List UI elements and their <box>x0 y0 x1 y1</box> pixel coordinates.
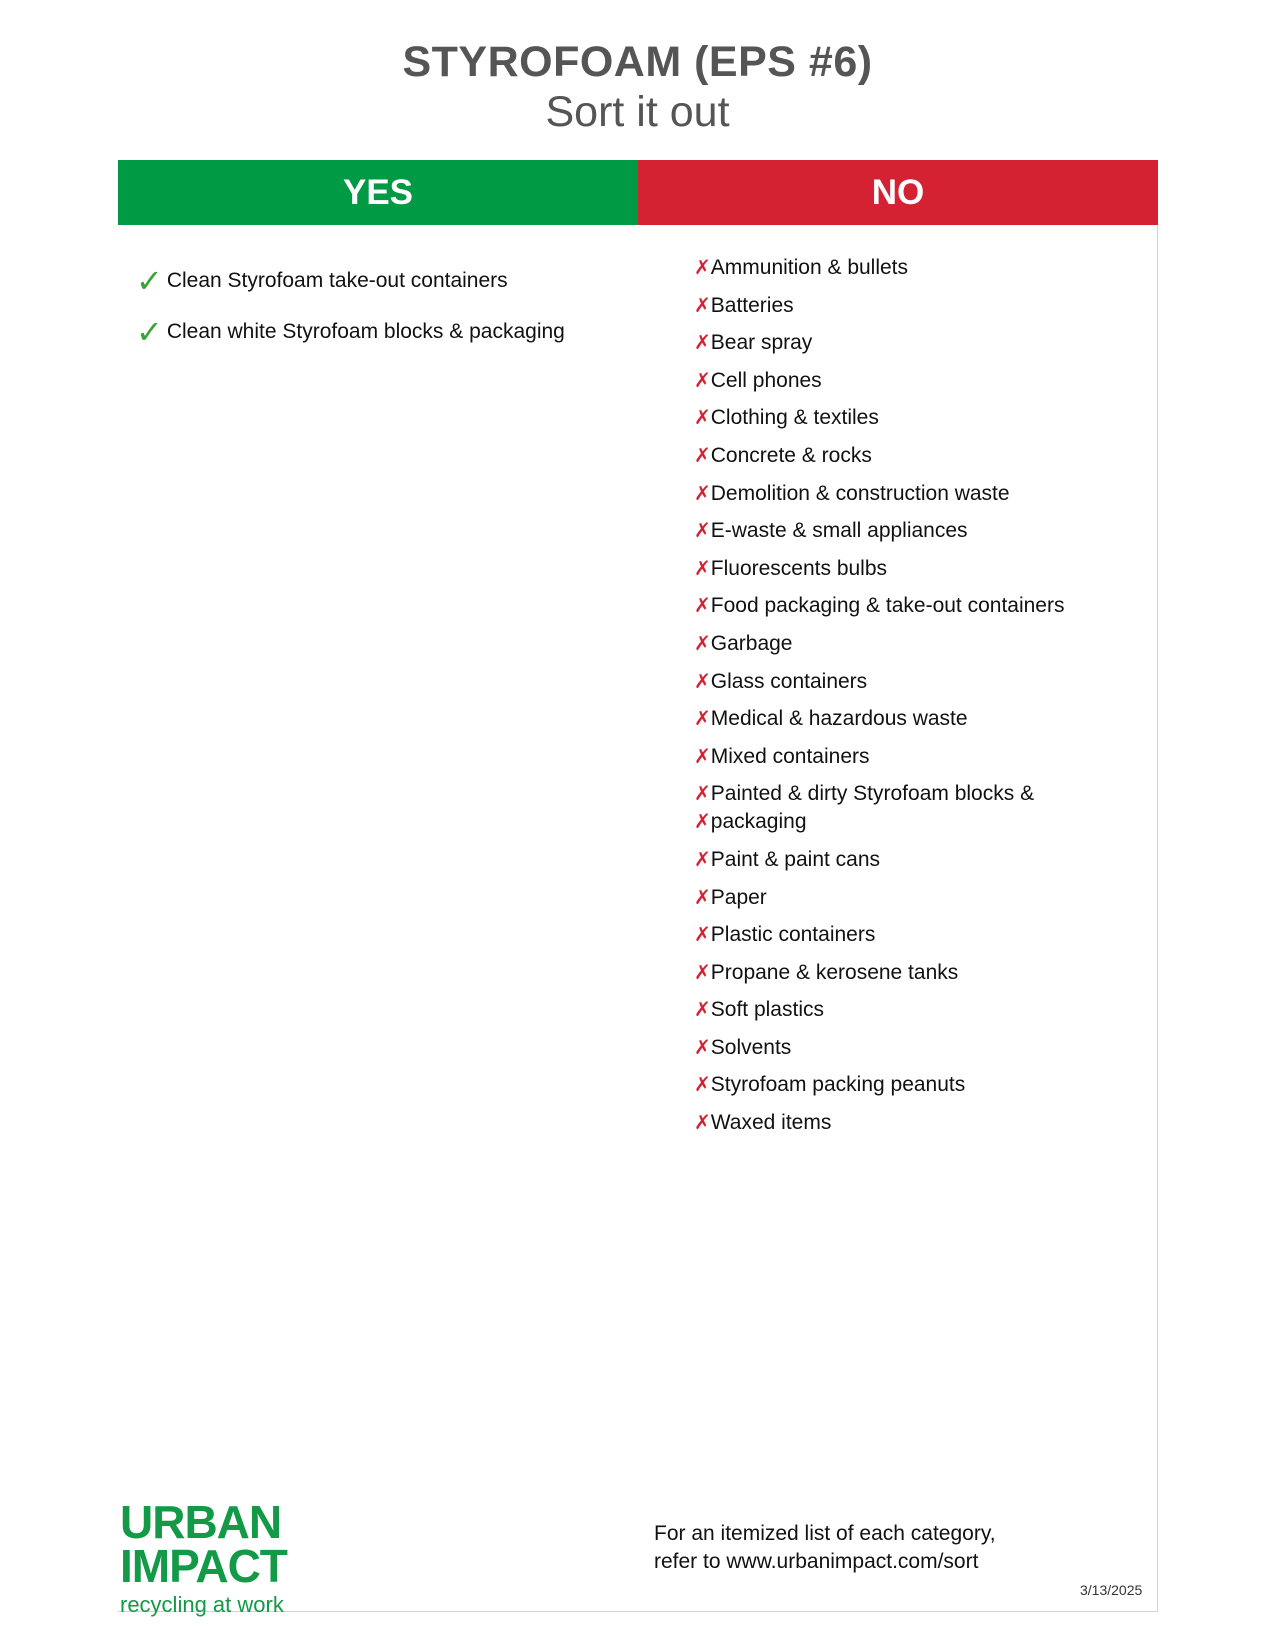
no-item-label: Plastic containers <box>710 923 876 947</box>
no-item-label: Ammunition & bullets <box>710 256 909 279</box>
no-item-line <box>694 1109 1144 1137</box>
no-item <box>694 668 1144 696</box>
no-item <box>694 292 1144 320</box>
yes-item-label: Clean Styrofoam take-out containers <box>166 268 508 292</box>
no-item-label: Bear spray <box>710 331 813 355</box>
x-mark-icon: ✗ <box>694 848 711 871</box>
no-item-label: Garbage <box>710 631 793 655</box>
logo-text-line1: URBAN <box>120 1496 282 1548</box>
x-mark-icon: ✗ <box>694 595 711 618</box>
no-item <box>694 1109 1144 1137</box>
no-item-label: Solvents <box>710 1035 792 1059</box>
no-item-label: Food packaging & take-out containers <box>710 594 1065 618</box>
no-column-header: NO <box>638 160 1158 225</box>
no-list <box>694 254 1144 1147</box>
no-item <box>694 254 1144 282</box>
no-item-label: packaging <box>710 810 807 834</box>
page-title: STYROFOAM (EPS #6) <box>402 38 873 86</box>
no-item-line <box>694 592 1144 620</box>
no-item-label: Soft plastics <box>710 998 824 1022</box>
x-mark-icon: ✗ <box>694 632 711 655</box>
no-item-label: Paint & paint cans <box>710 847 881 871</box>
x-mark-icon: ✗ <box>694 745 711 768</box>
no-item-line <box>694 254 1144 282</box>
no-item-label: Mixed containers <box>710 744 870 768</box>
no-item <box>694 1034 1144 1062</box>
footer-note-line: For an itemized list of each category, <box>654 1522 996 1545</box>
yes-item-label: Clean white Styrofoam blocks & packaging <box>166 319 565 343</box>
no-item-line <box>694 996 1144 1024</box>
x-mark-icon: ✗ <box>694 444 711 467</box>
no-item-line <box>694 517 1144 545</box>
x-mark-icon: ✗ <box>694 557 711 580</box>
x-mark-icon: ✗ <box>694 961 711 984</box>
no-item-label: Cell phones <box>710 368 822 392</box>
no-item-line <box>694 846 1144 874</box>
no-item-line <box>694 921 1144 949</box>
x-mark-icon: ✗ <box>694 670 711 693</box>
no-item-line <box>694 442 1144 470</box>
no-item-label: Painted & dirty Styrofoam blocks & <box>710 782 1035 806</box>
no-item-label: Clothing & textiles <box>710 406 879 430</box>
x-mark-icon: ✗ <box>694 407 711 430</box>
no-item <box>694 996 1144 1024</box>
no-item <box>694 780 1144 836</box>
no-item <box>694 592 1144 620</box>
no-item-line <box>694 329 1144 357</box>
logo-tagline: recycling at work <box>120 1592 284 1617</box>
no-item-label: Glass containers <box>710 669 868 693</box>
no-item-line <box>694 808 1144 836</box>
no-item <box>694 404 1144 432</box>
no-item-label: Waxed items <box>710 1111 832 1135</box>
no-item-line <box>694 1034 1144 1062</box>
no-item <box>694 884 1144 912</box>
page-subtitle: Sort it out <box>545 88 730 136</box>
x-mark-icon: ✗ <box>694 520 711 543</box>
no-item <box>694 630 1144 658</box>
x-mark-icon: ✗ <box>694 924 711 947</box>
no-item-line <box>694 884 1144 912</box>
no-item-line <box>694 404 1144 432</box>
x-mark-icon: ✗ <box>694 999 711 1022</box>
no-item-line <box>694 630 1144 658</box>
yes-item <box>136 255 636 306</box>
yes-list <box>136 255 636 357</box>
x-mark-icon: ✗ <box>694 783 711 806</box>
no-item-line <box>694 292 1144 320</box>
document-date: 3/13/2025 <box>1080 1582 1143 1598</box>
no-item-line <box>694 555 1144 583</box>
no-item-label: Batteries <box>710 293 794 317</box>
no-item-label: Demolition & construction waste <box>710 481 1010 505</box>
x-mark-icon: ✗ <box>694 886 711 909</box>
logo-text-line2: IMPACT <box>120 1540 287 1592</box>
no-item-label: Paper <box>710 885 767 909</box>
no-item <box>694 480 1144 508</box>
no-item-line <box>694 480 1144 508</box>
footer-note <box>654 1520 1034 1576</box>
no-item-label: E-waste & small appliances <box>710 519 968 543</box>
x-mark-icon: ✗ <box>694 369 711 392</box>
yes-item <box>136 306 636 357</box>
x-mark-icon: ✗ <box>694 1036 711 1059</box>
checkmark-icon: ✓ <box>136 262 163 299</box>
no-item-line <box>694 780 1144 808</box>
no-item <box>694 1071 1144 1099</box>
x-mark-icon: ✗ <box>694 1112 711 1135</box>
x-mark-icon: ✗ <box>694 257 711 279</box>
no-item-label: Fluorescents bulbs <box>710 556 888 580</box>
urban-impact-logo <box>120 1496 300 1617</box>
no-item-label: Propane & kerosene tanks <box>710 960 959 984</box>
no-item <box>694 517 1144 545</box>
x-mark-icon: ✗ <box>694 708 711 731</box>
no-item-label: Concrete & rocks <box>710 443 872 467</box>
no-item <box>694 329 1144 357</box>
x-mark-icon: ✗ <box>694 332 711 355</box>
no-item <box>694 921 1144 949</box>
no-item-line <box>694 367 1144 395</box>
no-item-line <box>694 959 1144 987</box>
x-mark-icon: ✗ <box>694 1074 711 1097</box>
no-item <box>694 705 1144 733</box>
no-item-line <box>694 668 1144 696</box>
no-item <box>694 442 1144 470</box>
x-mark-icon: ✗ <box>694 811 711 834</box>
checkmark-icon: ✓ <box>136 313 163 350</box>
no-item <box>694 555 1144 583</box>
no-item <box>694 846 1144 874</box>
x-mark-icon: ✗ <box>694 482 711 505</box>
no-item <box>694 367 1144 395</box>
no-item-line <box>694 705 1144 733</box>
x-mark-icon: ✗ <box>694 294 711 317</box>
no-item-label: Medical & hazardous waste <box>710 707 968 731</box>
no-item-line <box>694 1071 1144 1099</box>
no-item-label: Styrofoam packing peanuts <box>710 1073 966 1097</box>
footer-note-line: refer to www.urbanimpact.com/sort <box>654 1550 979 1573</box>
yes-column-header: YES <box>118 160 638 225</box>
no-item <box>694 959 1144 987</box>
no-item-line <box>694 743 1144 771</box>
no-item <box>694 743 1144 771</box>
